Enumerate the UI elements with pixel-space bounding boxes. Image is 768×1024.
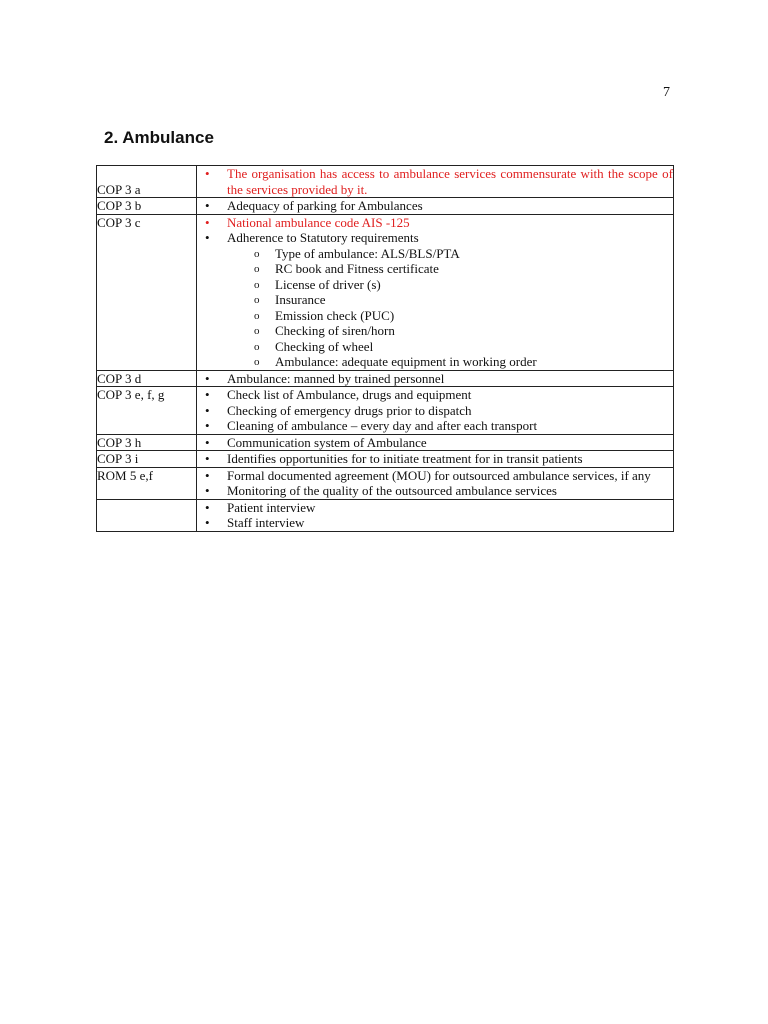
table-row xyxy=(97,467,674,499)
table-row xyxy=(97,370,674,387)
standard-code: COP 3 c xyxy=(97,214,197,370)
standard-code: COP 3 a xyxy=(97,166,197,198)
standards-table xyxy=(96,165,674,532)
criteria-item: • Communication system of Ambulance xyxy=(197,435,673,451)
sub-criteria-item: o Insurance xyxy=(227,292,673,308)
table-row xyxy=(97,499,674,531)
criteria-item: • Formal documented agreement (MOU) for outsourced ambulance services, if any xyxy=(197,468,673,484)
sub-criteria-item: o Checking of siren/horn xyxy=(227,323,673,339)
table-row xyxy=(97,434,674,451)
criteria-item: • The organisation has access to ambulance services commensurate with the scope of the services provided by it. xyxy=(197,166,673,197)
sub-criteria-item: o Emission check (PUC) xyxy=(227,308,673,324)
criteria-cell xyxy=(197,451,674,468)
criteria-item: • Staff interview xyxy=(197,515,673,531)
standard-code: COP 3 h xyxy=(97,434,197,451)
criteria-item: • Cleaning of ambulance – every day and after each transport xyxy=(197,418,673,434)
table-row xyxy=(97,198,674,215)
criteria-cell xyxy=(197,166,674,198)
sub-criteria-item: o Type of ambulance: ALS/BLS/PTA xyxy=(227,246,673,262)
table-row xyxy=(97,166,674,198)
sub-criteria-item: o Checking of wheel xyxy=(227,339,673,355)
table-row xyxy=(97,451,674,468)
sub-criteria-item: o Ambulance: adequate equipment in working order xyxy=(227,354,673,370)
criteria-cell xyxy=(197,467,674,499)
sub-criteria-list xyxy=(227,246,673,370)
standard-code: COP 3 d xyxy=(97,370,197,387)
criteria-item: • Adequacy of parking for Ambulances xyxy=(197,198,673,214)
criteria-item: • Identifies opportunities for to initiate treatment for in transit patients xyxy=(197,451,673,467)
criteria-item: • Check list of Ambulance, drugs and equipment xyxy=(197,387,673,403)
table-row xyxy=(97,214,674,370)
criteria-cell xyxy=(197,198,674,215)
page-number: 7 xyxy=(663,85,670,100)
standard-code: COP 3 e, f, g xyxy=(97,387,197,435)
criteria-item: • Ambulance: manned by trained personnel xyxy=(197,371,673,387)
standard-code: ROM 5 e,f xyxy=(97,467,197,499)
section-title: 2. Ambulance xyxy=(104,128,214,147)
criteria-item-text: Adherence to Statutory requirements xyxy=(227,230,419,245)
criteria-item xyxy=(197,230,673,370)
table-row xyxy=(97,387,674,435)
criteria-item: • Monitoring of the quality of the outsourced ambulance services xyxy=(197,483,673,499)
standard-code: COP 3 i xyxy=(97,451,197,468)
standard-code xyxy=(97,499,197,531)
criteria-item: • Patient interview xyxy=(197,500,673,516)
standard-code: COP 3 b xyxy=(97,198,197,215)
criteria-item: • Checking of emergency drugs prior to dispatch xyxy=(197,403,673,419)
criteria-item: • National ambulance code AIS -125 xyxy=(197,215,673,231)
sub-criteria-item: o License of driver (s) xyxy=(227,277,673,293)
criteria-cell xyxy=(197,499,674,531)
criteria-cell xyxy=(197,387,674,435)
sub-criteria-item: o RC book and Fitness certificate xyxy=(227,261,673,277)
criteria-cell xyxy=(197,214,674,370)
criteria-cell xyxy=(197,370,674,387)
criteria-cell xyxy=(197,434,674,451)
